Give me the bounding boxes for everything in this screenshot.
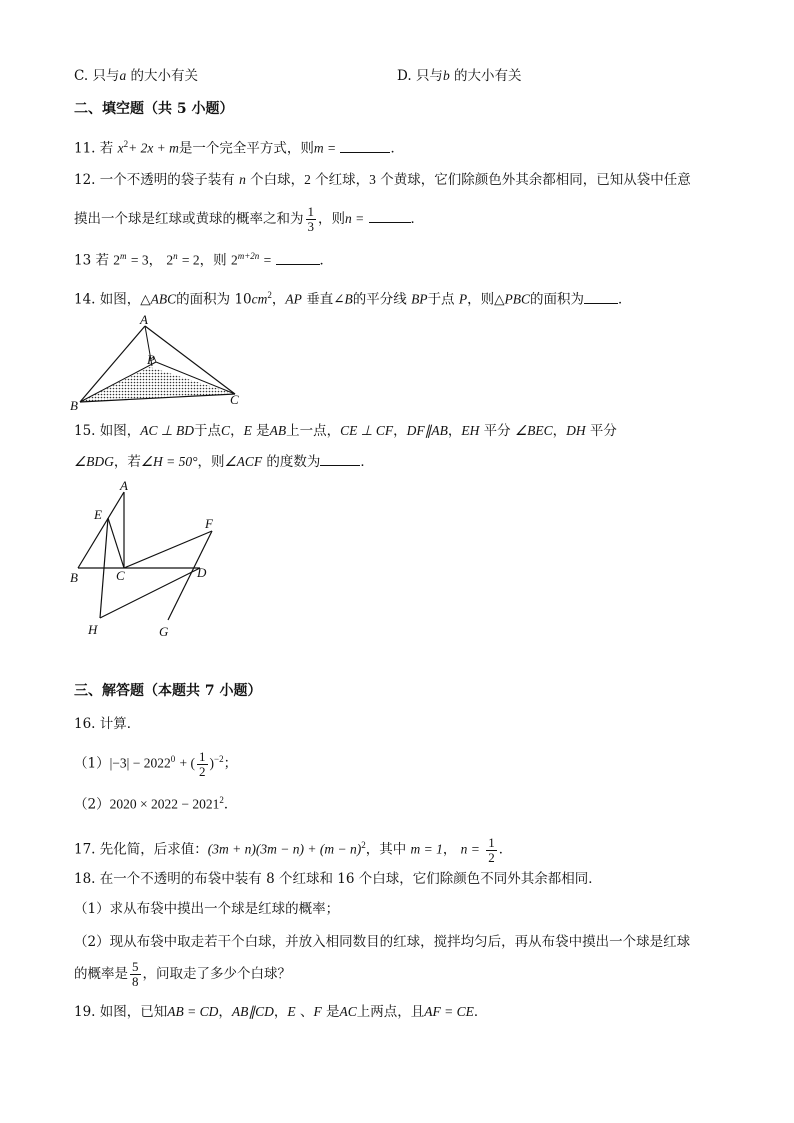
question-18-part1: （1）求从布袋中摸出一个球是红球的概率； (74, 901, 340, 917)
option-c: C. 只与a 的大小有关 (74, 68, 198, 84)
option-d: D. 只与b 的大小有关 (397, 68, 522, 84)
question-16-part1: $(1)|-3| - 2022^0$ + ( $\frac{1}{2}$ )$^{-2}$； (74, 748, 238, 779)
label-p: P (147, 352, 155, 367)
question-14: 14. 如图，△ABC的面积为 $10cm^2$，AP 垂直∠B的平分线 BP于点 P，则△PBC的面积为 ． (74, 290, 632, 308)
fraction: $\frac{1}{2}$ (488, 834, 495, 865)
question-12-line1: 12. 一个不透明的袋子装有 n 个白球，2 个红球，3 个黄球，它们除颜色外其余都相同，已知从袋中任意 (74, 172, 691, 188)
label-b: B (70, 398, 78, 412)
section-3-title: 三、解答题（本题共 7 小题） (74, 683, 262, 699)
question-17: 17. 先化简，后求值：$(3m + n)(3m - n) + (m - n)^2$，其中 m = 1， n = $\frac{1}{2}$ ． (74, 834, 513, 865)
answer-blank (369, 210, 411, 223)
label-c: C (116, 568, 125, 583)
answer-blank (320, 453, 360, 466)
question-12-line2: 摸出一个球是红球或黄球的概率之和为 $\frac{1}{3}$ ，则n = ． (74, 204, 425, 234)
question-15-line1: 15. 如图，AC ⊥ BD于点C，E 是AB上一点，CE ⊥ CF，DF∥AB，EH 平分 ∠BEC，DH 平分 (74, 423, 617, 439)
question-18-part2-line2: 的概率是 $\frac{5}{8}$ ，问取走了多少个白球？ (74, 959, 291, 989)
question-18-part2-line1: （2）现从布袋中取走若干个白球，并放入相同数目的红球，搅拌均匀后，再从布袋中摸出一个球是红球 (74, 934, 691, 950)
answer-blank (276, 252, 320, 265)
question-19: 19. 如图，已知AB = CD，AB∥CD，E 、F 是AC上两点，且AF = CE． (74, 1004, 488, 1020)
label-a: A (120, 478, 128, 493)
answer-blank (340, 140, 390, 153)
label-e: E (94, 507, 102, 522)
segment-hd (100, 568, 200, 618)
label-h: H (88, 622, 98, 637)
answer-blank (584, 291, 618, 304)
segment-ab (78, 492, 124, 568)
question-18-line1: 18. 在一个不透明的布袋中装有 8 个红球和 16 个白球，它们除颜色不同外其余都相同． (74, 871, 602, 887)
label-f: F (205, 516, 213, 531)
fraction: $\frac{5}{8}$ (132, 959, 139, 989)
section-2-title: 二、填空题（共 5 小题） (74, 101, 234, 117)
figure-14-triangle (70, 312, 250, 412)
segment-cf (124, 531, 212, 568)
label-d: D (197, 565, 207, 580)
segment-ec (108, 518, 124, 568)
label-b: B (70, 570, 78, 585)
label-c: C (230, 392, 239, 407)
label-a: A (140, 312, 148, 327)
fraction: $\frac{1}{3}$ (307, 204, 314, 234)
question-16-part2: $(2)2020 \times 2022 - 2021^2$． (74, 795, 238, 813)
question-13: 13 若 2$^m$ = 3， 2$^n$ = 2，则 $2^{m+2n}$ = ． (74, 251, 334, 269)
question-11: 11. 若 $x^2+ 2x + m$是一个完全平方式，则m = ． (74, 139, 404, 157)
question-16-title: 16. 计算． (74, 716, 141, 732)
figure-15 (64, 476, 234, 641)
question-15-line2: ∠BDG，若∠H = 50°，则∠ACF 的度数为 ． (74, 454, 374, 470)
fraction: $\frac{1}{2}$ (199, 748, 206, 779)
label-g: G (159, 624, 169, 639)
